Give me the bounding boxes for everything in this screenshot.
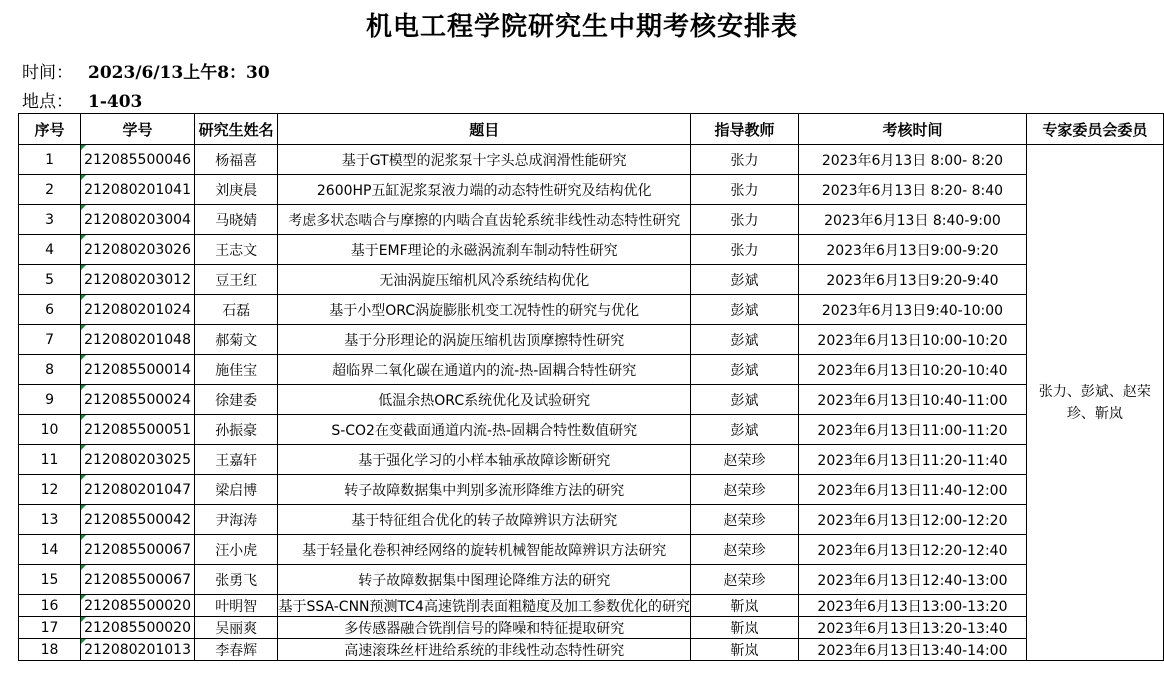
table-row <box>19 295 1164 325</box>
header-exam-time: 考核时间 <box>799 114 1027 145</box>
cell-student-id: 212080203012 <box>81 265 195 295</box>
cell-student-name: 施佳宝 <box>194 355 278 385</box>
cell-no: 3 <box>19 205 81 235</box>
cell-topic: 基于小型ORC涡旋膨胀机变工况特性的研究与优化 <box>278 295 691 325</box>
time-label: 时间： <box>22 63 73 83</box>
cell-no: 4 <box>19 235 81 265</box>
cell-student-id: 212085500067 <box>81 535 195 565</box>
cell-advisor: 靳岚 <box>690 595 798 617</box>
cell-student-id: 212085500051 <box>81 415 195 445</box>
cell-topic: 基于SSA-CNN预测TC4高速铣削表面粗糙度及加工参数优化的研究 <box>278 595 691 617</box>
cell-student-id: 212080201041 <box>81 175 195 205</box>
cell-advisor: 赵荣珍 <box>690 505 798 535</box>
cell-topic: 基于分形理论的涡旋压缩机齿顶摩擦特性研究 <box>278 325 691 355</box>
cell-student-id: 212080203026 <box>81 235 195 265</box>
cell-student-name: 刘庚晨 <box>194 175 278 205</box>
exam-place-line <box>22 87 142 112</box>
table-row <box>19 415 1164 445</box>
table-row <box>19 445 1164 475</box>
cell-no: 17 <box>19 617 81 639</box>
table-row <box>19 145 1164 175</box>
cell-topic: 转子故障数据集中判别多流形降维方法的研究 <box>278 475 691 505</box>
cell-student-name: 李春辉 <box>194 639 278 661</box>
cell-exam-time: 2023年6月13日 8:00- 8:20 <box>799 145 1027 175</box>
cell-exam-time: 2023年6月13日9:40-10:00 <box>799 295 1027 325</box>
cell-exam-time: 2023年6月13日10:20-10:40 <box>799 355 1027 385</box>
cell-no: 16 <box>19 595 81 617</box>
cell-no: 9 <box>19 385 81 415</box>
table-row <box>19 639 1164 661</box>
header-topic: 题目 <box>278 114 691 145</box>
cell-topic: 基于强化学习的小样本轴承故障诊断研究 <box>278 445 691 475</box>
cell-exam-time: 2023年6月13日12:40-13:00 <box>799 565 1027 595</box>
cell-no: 15 <box>19 565 81 595</box>
cell-student-id: 212085500020 <box>81 617 195 639</box>
cell-no: 7 <box>19 325 81 355</box>
cell-advisor: 彭斌 <box>690 355 798 385</box>
cell-advisor: 彭斌 <box>690 415 798 445</box>
cell-student-name: 王嘉轩 <box>194 445 278 475</box>
table-row <box>19 235 1164 265</box>
cell-student-id: 212085500067 <box>81 565 195 595</box>
cell-topic: 低温余热ORC系统优化及试验研究 <box>278 385 691 415</box>
cell-student-name: 吴丽爽 <box>194 617 278 639</box>
cell-exam-time: 2023年6月13日12:00-12:20 <box>799 505 1027 535</box>
table-row <box>19 535 1164 565</box>
cell-exam-time: 2023年6月13日 8:20- 8:40 <box>799 175 1027 205</box>
cell-advisor: 靳岚 <box>690 639 798 661</box>
cell-advisor: 张力 <box>690 175 798 205</box>
header-student-id: 学号 <box>81 114 195 145</box>
page-title: 机电工程学院研究生中期考核安排表 <box>365 12 798 42</box>
table-row <box>19 205 1164 235</box>
cell-student-id: 212085500042 <box>81 505 195 535</box>
table-row <box>19 325 1164 355</box>
cell-student-name: 豆王红 <box>194 265 278 295</box>
cell-student-name: 王志文 <box>194 235 278 265</box>
cell-student-name: 郝菊文 <box>194 325 278 355</box>
table-row <box>19 565 1164 595</box>
cell-topic: 基于特征组合优化的转子故障辨识方法研究 <box>278 505 691 535</box>
cell-student-id: 212080201024 <box>81 295 195 325</box>
cell-exam-time: 2023年6月13日10:00-10:20 <box>799 325 1027 355</box>
cell-exam-time: 2023年6月13日13:20-13:40 <box>799 617 1027 639</box>
cell-topic: 无油涡旋压缩机风冷系统结构优化 <box>278 265 691 295</box>
table-body <box>19 145 1164 661</box>
cell-topic: 基于EMF理论的永磁涡流刹车制动特性研究 <box>278 235 691 265</box>
cell-student-name: 石磊 <box>194 295 278 325</box>
table-header-row <box>19 114 1164 145</box>
cell-advisor: 张力 <box>690 235 798 265</box>
table-row <box>19 505 1164 535</box>
cell-no: 2 <box>19 175 81 205</box>
schedule-table <box>18 113 1164 661</box>
exam-time-line <box>22 58 270 83</box>
cell-advisor: 彭斌 <box>690 295 798 325</box>
cell-student-id: 212080201047 <box>81 475 195 505</box>
cell-no: 8 <box>19 355 81 385</box>
cell-exam-time: 2023年6月13日11:40-12:00 <box>799 475 1027 505</box>
cell-topic: 转子故障数据集中图理论降维方法的研究 <box>278 565 691 595</box>
cell-no: 18 <box>19 639 81 661</box>
cell-advisor: 彭斌 <box>690 265 798 295</box>
cell-student-name: 杨福喜 <box>194 145 278 175</box>
table-row <box>19 385 1164 415</box>
cell-student-id: 212085500046 <box>81 145 195 175</box>
cell-student-id: 212085500014 <box>81 355 195 385</box>
place-label: 地点： <box>22 92 73 112</box>
header-student-name: 研究生姓名 <box>194 114 278 145</box>
cell-advisor: 彭斌 <box>690 325 798 355</box>
cell-student-name: 马晓婧 <box>194 205 278 235</box>
cell-advisor: 靳岚 <box>690 617 798 639</box>
cell-student-id: 212085500020 <box>81 595 195 617</box>
place-value: 1-403 <box>88 92 143 112</box>
cell-advisor: 彭斌 <box>690 385 798 415</box>
cell-advisor: 张力 <box>690 145 798 175</box>
cell-student-name: 汪小虎 <box>194 535 278 565</box>
table-row <box>19 175 1164 205</box>
cell-no: 14 <box>19 535 81 565</box>
cell-student-name: 徐建委 <box>194 385 278 415</box>
cell-no: 11 <box>19 445 81 475</box>
cell-topic: 多传感器融合铣削信号的降噪和特征提取研究 <box>278 617 691 639</box>
cell-exam-time: 2023年6月13日 8:40-9:00 <box>799 205 1027 235</box>
cell-exam-time: 2023年6月13日9:00-9:20 <box>799 235 1027 265</box>
cell-student-id: 212080203004 <box>81 205 195 235</box>
cell-advisor: 赵荣珍 <box>690 535 798 565</box>
cell-exam-time: 2023年6月13日13:40-14:00 <box>799 639 1027 661</box>
cell-no: 1 <box>19 145 81 175</box>
header-no: 序号 <box>19 114 81 145</box>
cell-topic: 基于GT模型的泥浆泵十字头总成润滑性能研究 <box>278 145 691 175</box>
cell-exam-time: 2023年6月13日10:40-11:00 <box>799 385 1027 415</box>
expert-committee-cell: 张力、彭斌、赵荣珍、靳岚 <box>1026 145 1163 661</box>
cell-exam-time: 2023年6月13日9:20-9:40 <box>799 265 1027 295</box>
cell-student-name: 孙振豪 <box>194 415 278 445</box>
cell-advisor: 张力 <box>690 205 798 235</box>
cell-student-name: 张勇飞 <box>194 565 278 595</box>
cell-exam-time: 2023年6月13日11:20-11:40 <box>799 445 1027 475</box>
table-row <box>19 355 1164 385</box>
table-row <box>19 595 1164 617</box>
cell-student-id: 212080203025 <box>81 445 195 475</box>
cell-topic: 考虑多状态啮合与摩擦的内啮合直齿轮系统非线性动态特性研究 <box>278 205 691 235</box>
cell-topic: S-CO2在变截面通道内流-热-固耦合特性数值研究 <box>278 415 691 445</box>
cell-topic: 基于轻量化卷积神经网络的旋转机械智能故障辨识方法研究 <box>278 535 691 565</box>
cell-topic: 超临界二氧化碳在通道内的流-热-固耦合特性研究 <box>278 355 691 385</box>
cell-topic: 2600HP五缸泥浆泵液力端的动态特性研究及结构优化 <box>278 175 691 205</box>
cell-no: 13 <box>19 505 81 535</box>
cell-student-name: 叶明智 <box>194 595 278 617</box>
cell-no: 12 <box>19 475 81 505</box>
cell-student-name: 梁启博 <box>194 475 278 505</box>
cell-no: 10 <box>19 415 81 445</box>
cell-no: 6 <box>19 295 81 325</box>
cell-no: 5 <box>19 265 81 295</box>
header-experts: 专家委员会委员 <box>1026 114 1163 145</box>
header-advisor: 指导教师 <box>690 114 798 145</box>
cell-advisor: 赵荣珍 <box>690 565 798 595</box>
time-value: 2023/6/13上午8：30 <box>88 63 270 83</box>
table-row <box>19 265 1164 295</box>
cell-advisor: 赵荣珍 <box>690 445 798 475</box>
cell-student-id: 212085500024 <box>81 385 195 415</box>
cell-advisor: 赵荣珍 <box>690 475 798 505</box>
cell-exam-time: 2023年6月13日12:20-12:40 <box>799 535 1027 565</box>
cell-topic: 高速滚珠丝杆进给系统的非线性动态特性研究 <box>278 639 691 661</box>
table-row <box>19 475 1164 505</box>
cell-student-id: 212080201013 <box>81 639 195 661</box>
cell-exam-time: 2023年6月13日13:00-13:20 <box>799 595 1027 617</box>
cell-student-name: 尹海涛 <box>194 505 278 535</box>
cell-student-id: 212080201048 <box>81 325 195 355</box>
table-row <box>19 617 1164 639</box>
cell-exam-time: 2023年6月13日11:00-11:20 <box>799 415 1027 445</box>
